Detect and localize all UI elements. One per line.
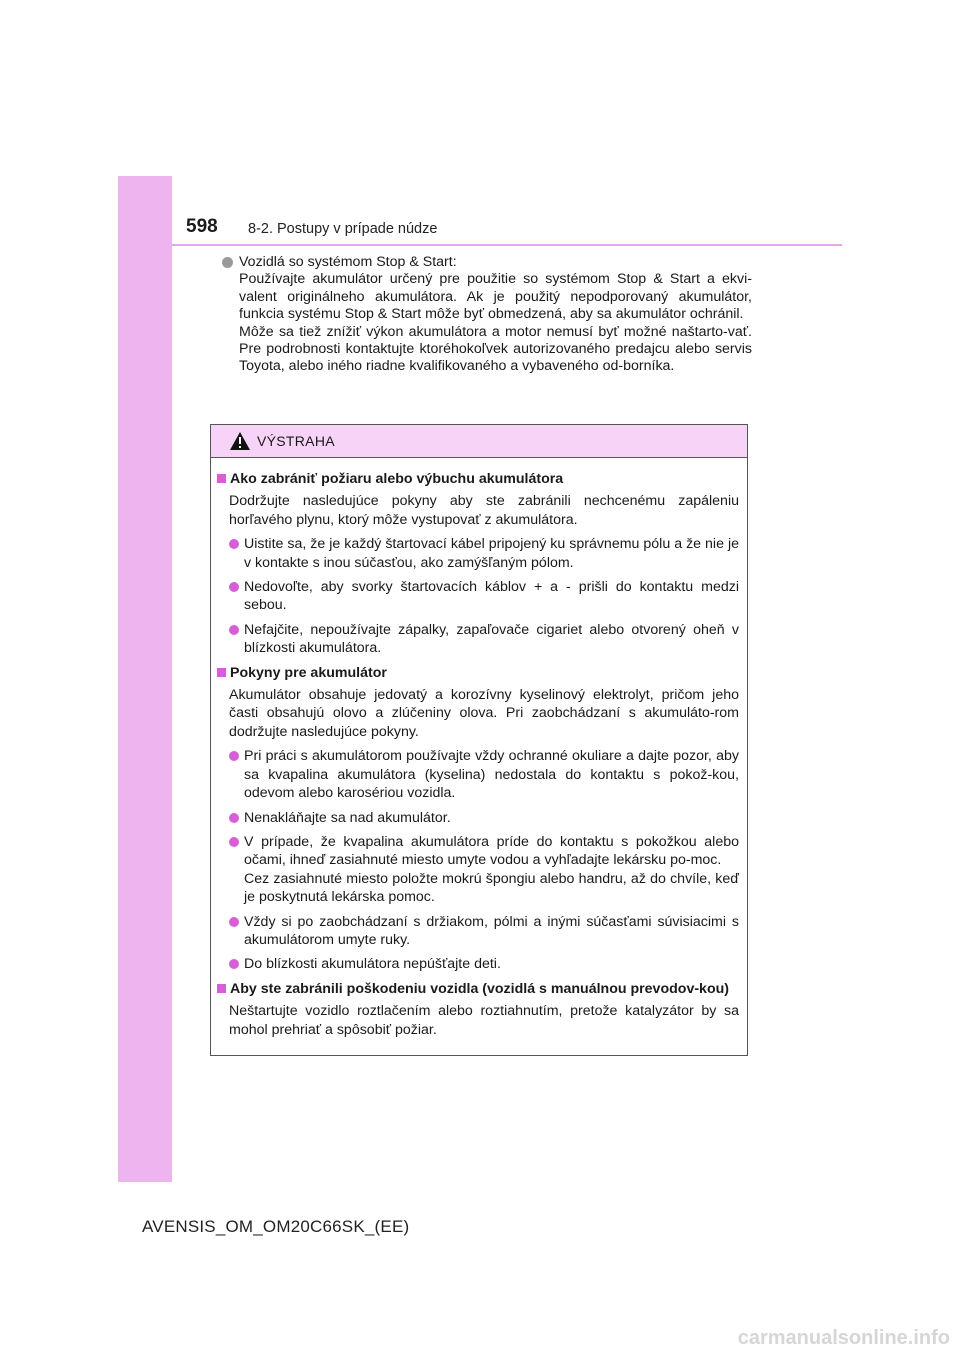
warning-section-text: Neštartujte vozidlo roztlačením alebo roztiahnutím, pretože katalyzátor by sa mohol prehriať a spôsobiť požiar. — [229, 1003, 739, 1038]
warning-list-item: Uistite sa, že je každý štartovací kábel pripojený ku správnemu pólu a že nie je v kontakte s inou súčasťou, ako zamýšľaným pólom. — [229, 535, 739, 572]
bullet-dot-icon — [229, 751, 239, 761]
warning-section-heading: Aby ste zabránili poškodeniu vozidla (vozidlá s manuálnou prevodov-kou) — [217, 980, 739, 998]
page-header — [186, 216, 842, 246]
bullet-dot-icon — [222, 257, 233, 268]
watermark: carmanualsonline.info — [737, 1327, 950, 1349]
warning-list-item: Do blízkosti akumulátora nepúšťajte deti. — [229, 955, 739, 973]
warning-section-text: Akumulátor obsahuje jedovatý a korozívny kyselinový elektrolyt, pričom jeho časti obsahujú olovo a zlúčeniny olova. Pri zaobchádzaní s akumuláto-rom dodržujte nasledujúce pokyny. — [229, 687, 739, 740]
warning-section-text: Dodržujte nasledujúce pokyny aby ste zabránili nechcenému zapáleniu horľavého plynu, ktorý môže vystupovať z akumulátora. — [229, 493, 739, 528]
warning-list-item: Vždy si po zaobchádzaní s držiakom, pólmi a inými súčasťami súvisiacimi s akumulátorom umyte ruky. — [229, 913, 739, 950]
warning-header — [211, 425, 747, 458]
bullet-dot-icon — [229, 582, 239, 592]
bullet-dot-icon — [229, 837, 239, 847]
intro-bullet — [222, 254, 752, 376]
intro-title: Vozidlá so systémom Stop & Start: — [239, 254, 457, 270]
warning-body — [211, 458, 747, 1039]
intro-note — [222, 254, 752, 376]
warning-list-item-extra: Cez zasiahnuté miesto položte mokrú špongiu alebo handru, až do chvíle, keď je poskytnutá lekárska pomoc. — [244, 870, 739, 906]
warning-section-heading: Pokyny pre akumulátor — [217, 664, 739, 682]
warning-list-item: V prípade, že kvapalina akumulátora príde do kontaktu s pokožkou alebo očami, ihneď zasiahnuté miesto umyte vodou a vyhľadajte lekársku po-moc. Cez zasiahnuté miesto položte mokrú špongiu alebo handru, až do chvíle, keď je poskytnutá lekárska pomoc. — [229, 833, 739, 907]
bullet-dot-icon — [229, 917, 239, 927]
warning-triangle-icon — [229, 431, 251, 451]
bullet-dot-icon — [229, 539, 239, 549]
warning-list-item: Nefajčite, nepoužívajte zápalky, zapaľovače cigariet alebo otvorený oheň v blízkosti akumulátora. — [229, 621, 739, 658]
section-title: 8-2. Postupy v prípade núdze — [248, 221, 438, 237]
warning-list-item: Nenakláňajte sa nad akumulátor. — [229, 809, 739, 827]
bullet-dot-icon — [229, 959, 239, 969]
square-bullet-icon — [217, 474, 226, 483]
square-bullet-icon — [217, 668, 226, 677]
warning-label: VÝSTRAHA — [257, 433, 335, 449]
intro-line: Môže sa tiež znížiť výkon akumulátora a motor nemusí byť možné naštarto-vať. Pre podrobnosti kontaktujte ktoréhokoľvek autorizovaného predajcu alebo servis Toyota, alebo iného riadne kvalifikovaného a vybaveného od-borníka. — [239, 323, 752, 375]
square-bullet-icon — [217, 984, 226, 993]
chapter-sidebar-tab — [118, 176, 172, 1182]
warning-list-item: Pri práci s akumulátorom používajte vždy ochranné okuliare a dajte pozor, aby sa kvapalina akumulátora (kyselina) nedostala do kontaktu s pokož-kou, odevom alebo karosériou vozidla. — [229, 747, 739, 802]
bullet-dot-icon — [229, 625, 239, 635]
bullet-dot-icon — [229, 813, 239, 823]
document-code: AVENSIS_OM_OM20C66SK_(EE) — [142, 1217, 410, 1236]
intro-line: Používajte akumulátor určený pre použitie so systémom Stop & Start a ekvi-valent originálneho akumulátora. Ak je použitý nepodporovaný akumulátor, funkcia systému Stop & Start môže byť obmedzená, aby sa akumulátor ochránil. — [239, 271, 752, 323]
header-rule — [172, 244, 842, 246]
warning-list-item: Nedovoľte, aby svorky štartovacích káblov + a - prišli do kontaktu medzi sebou. — [229, 578, 739, 615]
page-number: 598 — [186, 216, 218, 237]
warning-section-heading: Ako zabrániť požiaru alebo výbuchu akumulátora — [217, 470, 739, 488]
warning-box — [210, 424, 748, 1056]
